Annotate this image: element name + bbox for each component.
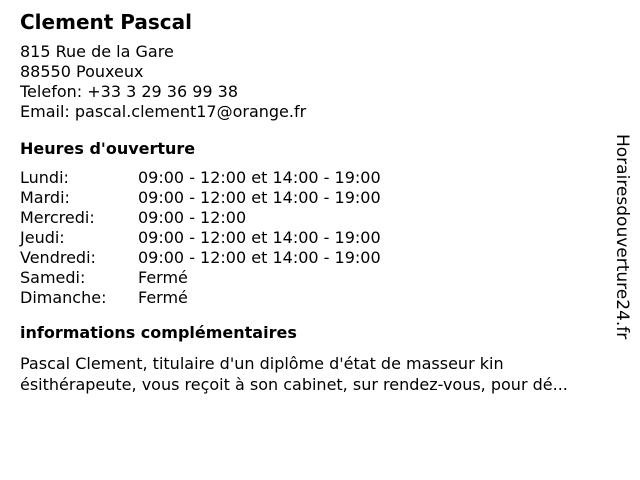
additional-info-title: informations complémentaires	[20, 323, 297, 342]
hours-day: Vendredi:	[20, 248, 96, 267]
hours-day: Dimanche:	[20, 288, 107, 307]
hours-day: Jeudi:	[20, 228, 65, 247]
opening-hours-table	[20, 168, 616, 308]
hours-time: 09:00 - 12:00 et 14:00 - 19:00	[138, 168, 381, 187]
hours-row	[20, 248, 616, 268]
hours-time: 09:00 - 12:00 et 14:00 - 19:00	[138, 248, 381, 267]
opening-hours-title: Heures d'ouverture	[20, 139, 196, 158]
hours-time: Fermé	[138, 268, 188, 287]
hours-time: 09:00 - 12:00 et 14:00 - 19:00	[138, 228, 381, 247]
email-line[interactable]: Email: pascal.clement17@orange.fr	[20, 102, 307, 121]
hours-time: 09:00 - 12:00 et 14:00 - 19:00	[138, 188, 381, 207]
address-street: 815 Rue de la Gare	[20, 42, 174, 61]
hours-row	[20, 208, 616, 228]
business-card	[20, 8, 616, 395]
hours-day: Samedi:	[20, 268, 86, 287]
hours-day: Mardi:	[20, 188, 70, 207]
site-watermark: Horairesdouverture24.fr	[612, 134, 632, 340]
business-name: Clement Pascal	[20, 10, 192, 34]
hours-row	[20, 188, 616, 208]
hours-time: Fermé	[138, 288, 188, 307]
address-city: 88550 Pouxeux	[20, 62, 144, 81]
hours-day: Mercredi:	[20, 208, 95, 227]
hours-row	[20, 268, 616, 288]
phone-line[interactable]: Telefon: +33 3 29 36 99 38	[20, 82, 239, 101]
hours-row	[20, 168, 616, 188]
hours-day: Lundi:	[20, 168, 69, 187]
hours-row	[20, 228, 616, 248]
additional-info-text: Pascal Clement, titulaire d'un diplôme d'état de masseur kin ésithérapeute, vous reçoit à son cabinet, sur rendez-vous, pour dé...	[20, 354, 568, 394]
hours-row	[20, 288, 616, 308]
hours-time: 09:00 - 12:00	[138, 208, 247, 227]
